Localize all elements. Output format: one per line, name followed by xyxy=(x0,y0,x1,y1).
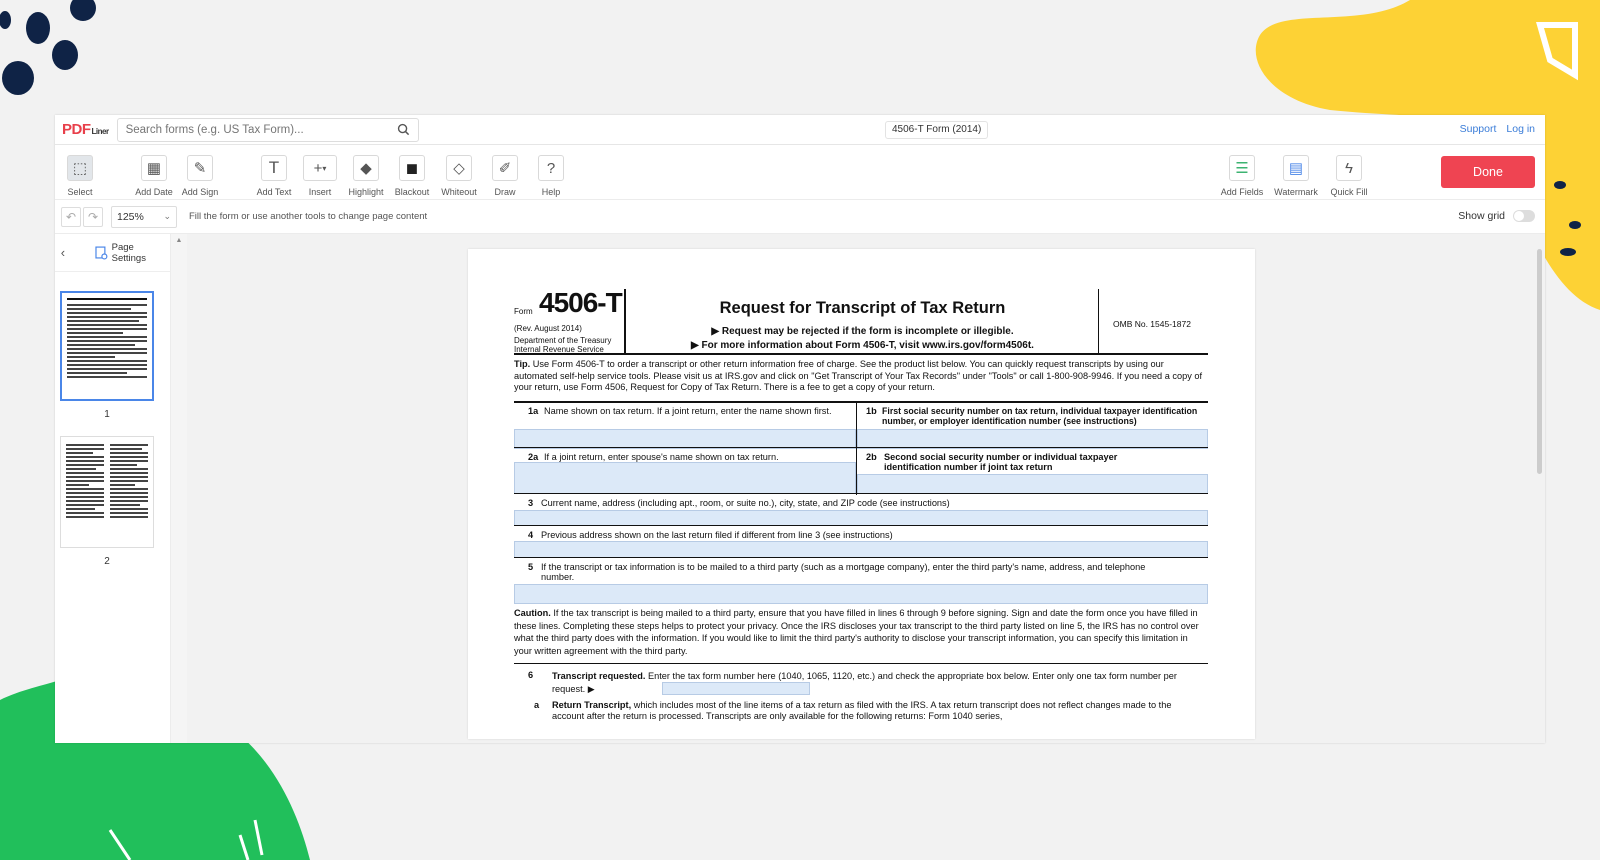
watermark-icon: ▤ xyxy=(1283,155,1309,181)
page-number-1: 1 xyxy=(104,409,110,420)
app-window xyxy=(55,115,1545,743)
page-thumbnail-2[interactable] xyxy=(60,436,154,548)
top-links xyxy=(1460,123,1535,135)
tool-label: Highlight xyxy=(348,187,384,197)
tool-add-date[interactable] xyxy=(130,155,178,197)
caution-text: If the tax transcript is being mailed to a third party, ensure that you have filled in lines 6 through 9 before signing. Sign and date the form once you have filled in these lines. Completing these steps helps to protect your privacy. Once the IRS discloses your tax transcript to the third party listed on line 5, the IRS has no control over what the third party does with the information. If you would like to limit the third party's authority to disclose your transcript information, you can specify this limitation in your written agreement with the third party. xyxy=(514,608,1199,656)
line-1-row xyxy=(514,401,1208,447)
app-logo[interactable] xyxy=(62,121,109,138)
line-6-number: 6 xyxy=(528,670,534,680)
tool-highlight[interactable] xyxy=(342,155,390,197)
form-title: Request for Transcript of Tax Return xyxy=(719,299,1006,317)
line-1b-number: 1b xyxy=(866,406,877,416)
line-2a-number: 2a xyxy=(528,452,539,462)
line-2-row xyxy=(514,447,1208,493)
previous-address-input[interactable] xyxy=(514,541,1208,558)
line-4-row xyxy=(514,525,1208,557)
help-icon: ? xyxy=(538,155,564,181)
tip-label: Tip. xyxy=(514,359,531,369)
line-2a-label: If a joint return, enter spouse's name shown on tax return. xyxy=(544,452,779,462)
line-4-number: 4 xyxy=(528,530,534,540)
ssn-input[interactable] xyxy=(857,429,1208,449)
zoom-value: 125% xyxy=(117,210,144,223)
redo-icon[interactable]: ↷ xyxy=(83,207,103,227)
chevron-left-icon[interactable]: ‹ xyxy=(60,245,66,260)
tool-draw[interactable] xyxy=(481,155,529,197)
line-6-text xyxy=(552,670,1208,695)
form-subtitle-1: ▶ Request may be rejected if the form is incomplete or illegible. xyxy=(711,326,1014,337)
form-number: 4506-T xyxy=(539,287,622,318)
tax-form-number-input[interactable] xyxy=(662,682,810,695)
form-subtitle-2: ▶ For more information about Form 4506-T, visit www.irs.gov/form4506t. xyxy=(691,340,1034,351)
edit-hint: Fill the form or use another tools to change page content xyxy=(189,211,428,222)
decor-dots-icon xyxy=(0,0,110,110)
lightning-icon: ϟ xyxy=(1336,155,1362,181)
line-3-label: Current name, address (including apt., room, or suite no.), city, state, and ZIP code (see instructions) xyxy=(541,498,950,508)
form-agency: Internal Revenue Service xyxy=(514,345,604,354)
current-address-input[interactable] xyxy=(514,510,1208,526)
line-6a-text xyxy=(552,700,1192,722)
signature-icon: ✎ xyxy=(187,155,213,181)
page-thumbnail-1[interactable] xyxy=(60,291,154,401)
scroll-up-icon[interactable]: ▲ xyxy=(175,237,183,244)
tip-paragraph xyxy=(514,359,1208,394)
form-number-block xyxy=(514,289,626,355)
form-department: Department of the Treasury xyxy=(514,336,612,345)
fields-icon: ☰ xyxy=(1229,155,1255,181)
line-5-label: If the transcript or tax information is to be mailed to a third party (such as a mortgage company), enter the third party's name, address, and telephone number. xyxy=(541,562,1146,582)
form-title-block xyxy=(626,289,1099,355)
form-header xyxy=(514,289,1208,355)
omb-number: OMB No. 1545-1872 xyxy=(1098,289,1208,355)
search-icon[interactable] xyxy=(397,123,410,136)
form-label: Form xyxy=(514,307,533,316)
toggle-switch[interactable] xyxy=(1513,210,1535,222)
pen-icon: ✐ xyxy=(492,155,518,181)
top-bar xyxy=(55,115,1545,145)
tool-select[interactable] xyxy=(56,155,104,197)
sub-bar xyxy=(55,200,1545,234)
page-settings-button[interactable] xyxy=(95,242,170,264)
tool-label: Watermark xyxy=(1274,187,1318,197)
tool-label: Add Date xyxy=(135,187,173,197)
tool-label: Select xyxy=(67,187,93,197)
logo-sub: Liner xyxy=(91,127,109,136)
undo-redo xyxy=(61,207,103,227)
tool-label: Insert xyxy=(308,187,332,197)
line-2b-number: 2b xyxy=(866,452,877,462)
tool-insert[interactable] xyxy=(296,155,344,197)
chevron-down-icon: ⌄ xyxy=(163,211,171,221)
tool-label: Blackout xyxy=(394,187,430,197)
third-party-input[interactable] xyxy=(514,584,1208,604)
cursor-icon: ⬚ xyxy=(67,155,93,181)
page-sidebar xyxy=(55,234,171,743)
support-link[interactable]: Support xyxy=(1459,123,1497,135)
done-button[interactable]: Done xyxy=(1441,156,1535,188)
line-6a-label: Return Transcript, xyxy=(552,700,632,710)
tool-blackout[interactable] xyxy=(388,155,436,197)
line-1b-label: First social security number on tax return, individual taxpayer identification number, or employer identification number (see instructions) xyxy=(882,406,1198,426)
tool-watermark[interactable] xyxy=(1272,155,1320,197)
spouse-name-input[interactable] xyxy=(514,462,856,494)
line-1a-number: 1a xyxy=(528,406,539,416)
line-6a-body: which includes most of the line items of a tax return as filed with the IRS. A tax return transcript does not reflect changes made to the account after the return is processed. Transcripts are only available for the following returns: Form 1040 series, xyxy=(552,700,1172,721)
tool-label: Draw xyxy=(494,187,516,197)
caution-label: Caution. xyxy=(514,608,551,618)
page-number-2: 2 xyxy=(104,556,110,567)
blackout-icon: ◼ xyxy=(399,155,425,181)
tool-add-text[interactable] xyxy=(250,155,298,197)
tool-label: Quick Fill xyxy=(1330,187,1368,197)
toolbar xyxy=(55,145,1545,200)
calendar-icon: ▦ xyxy=(141,155,167,181)
text-icon: T xyxy=(261,155,287,181)
show-grid-label: Show grid xyxy=(1458,210,1505,222)
document-title: 4506-T Form (2014) xyxy=(885,121,988,139)
tool-label: Add Fields xyxy=(1220,187,1264,197)
page-settings-label: Page Settings xyxy=(111,241,146,264)
pdf-page xyxy=(468,249,1255,739)
tool-label: Whiteout xyxy=(441,187,477,197)
undo-icon[interactable]: ↶ xyxy=(61,207,81,227)
tip-text: Use Form 4506-T to order a transcript or other return information free of charge. See the product list below. You can quickly request transcripts by using our automated self-help service tools. Please visit us at IRS.gov and click on "Get Transcript of Your Tax Records" under "Tools" or call 1-800-908-9946. If you need a copy of your return, use Form 4506, Request for Copy of Tax Return. There is a fee to get a copy of your return. xyxy=(514,359,1203,392)
eraser-icon: ◇ xyxy=(446,155,472,181)
document-canvas xyxy=(187,234,1545,743)
tool-quick-fill[interactable] xyxy=(1325,155,1373,197)
line-1a-label: Name shown on tax return. If a joint return, enter the name shown first. xyxy=(544,406,832,416)
line-6-row xyxy=(514,663,1208,739)
line-2b-label: Second social security number or individual taxpayer identification number if joint tax return xyxy=(884,452,1118,472)
line-6-body: Enter the tax form number here (1040, 1065, 1120, etc.) and check the appropriate box below. Enter only one tax form number per request. ▶ xyxy=(552,671,1177,694)
canvas-scrollbar[interactable] xyxy=(1537,249,1542,474)
line-3-number: 3 xyxy=(528,498,534,508)
line-5-number: 5 xyxy=(528,562,534,572)
tool-label: Help xyxy=(541,187,561,197)
tool-help[interactable] xyxy=(527,155,575,197)
tool-add-sign[interactable] xyxy=(176,155,224,197)
logo-text: PDF xyxy=(62,121,91,138)
login-link[interactable]: Log in xyxy=(1506,123,1535,135)
search-input[interactable] xyxy=(126,124,397,136)
line-6a-number: a xyxy=(534,700,540,710)
caution-paragraph xyxy=(514,607,1208,657)
plus-icon: + ▾ xyxy=(303,155,337,181)
line-6-label: Transcript requested. xyxy=(552,671,646,681)
show-grid-toggle[interactable] xyxy=(1458,210,1535,222)
second-ssn-input[interactable] xyxy=(857,474,1208,494)
line-4-label: Previous address shown on the last return filed if different from line 3 (see instructions) xyxy=(541,530,893,540)
tool-label: Add Text xyxy=(256,187,292,197)
tool-add-fields[interactable] xyxy=(1218,155,1266,197)
search-box xyxy=(117,118,419,142)
line-3-row xyxy=(514,493,1208,525)
sidebar-header xyxy=(55,234,170,272)
sidebar-scrollbar[interactable] xyxy=(171,234,187,743)
tool-whiteout[interactable] xyxy=(435,155,483,197)
form-revision: (Rev. August 2014) xyxy=(514,324,582,333)
highlighter-icon: ◆ xyxy=(353,155,379,181)
name-input[interactable] xyxy=(514,429,856,449)
line-5-row xyxy=(514,557,1208,603)
zoom-select[interactable] xyxy=(111,206,177,228)
page-settings-icon xyxy=(95,246,108,260)
tool-label: Add Sign xyxy=(181,187,219,197)
